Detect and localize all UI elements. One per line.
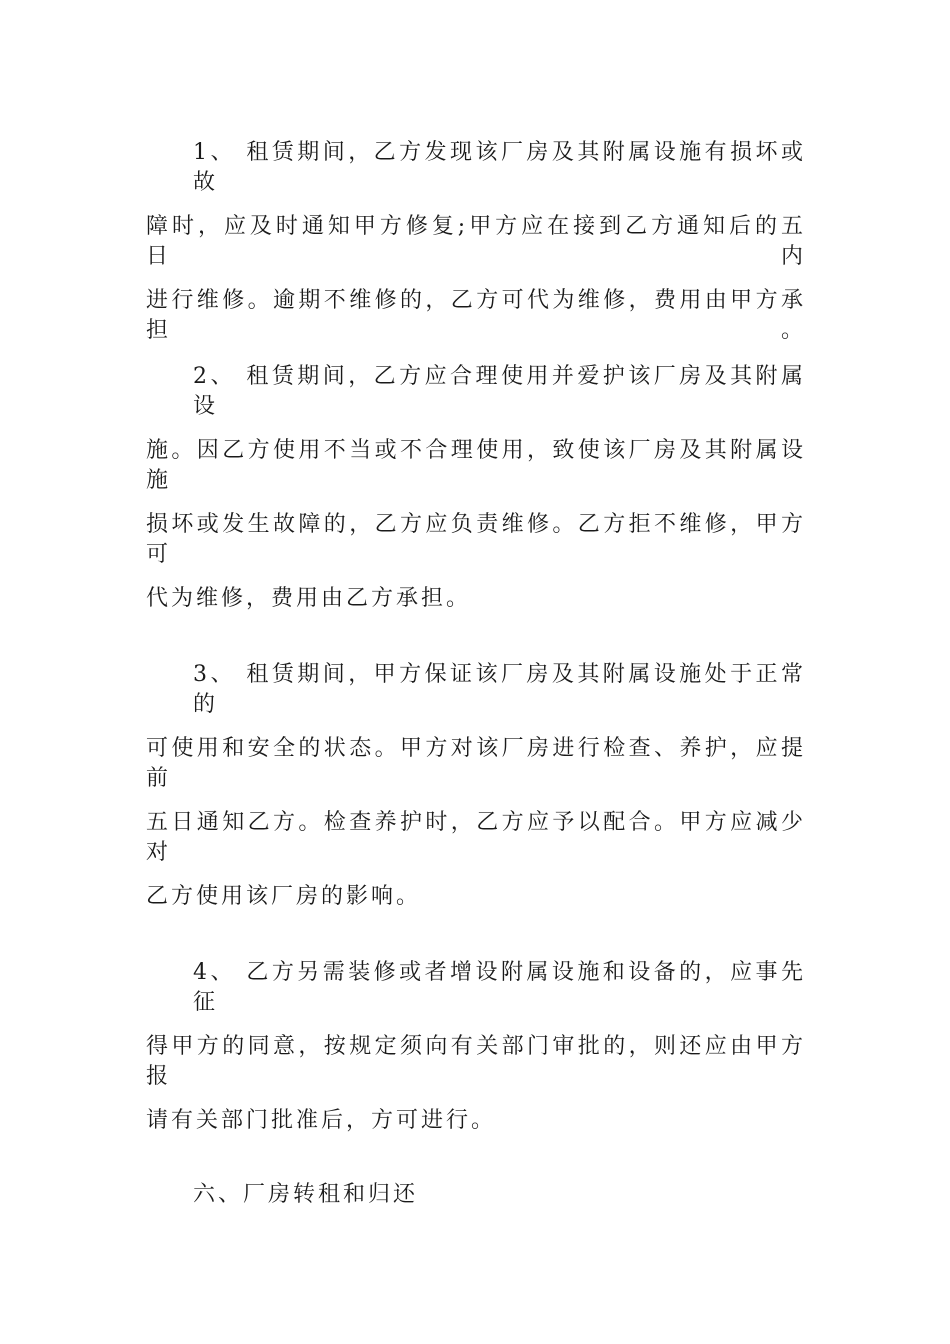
- clause-3-line-1: 3、 租赁期间，甲方保证该厂房及其附属设施处于正常的: [193, 662, 806, 717]
- clause-3-line-2: 可使用和安全的状态。甲方对该厂房进行检查、养护，应提前: [146, 736, 806, 791]
- clause-4-line-2: 得甲方的同意，按规定须向有关部门审批的，则还应由甲方报: [146, 1034, 806, 1089]
- clause-2-line-3: 损坏或发生故障的，乙方应负责维修。乙方拒不维修，甲方可: [146, 512, 806, 567]
- clause-3-line-4: 乙方使用该厂房的影响。: [146, 884, 422, 909]
- clause-2-line-2: 施。因乙方使用不当或不合理使用，致使该厂房及其附属设施: [146, 438, 806, 493]
- clause-2-line-4: 代为维修，费用由乙方承担。: [146, 586, 472, 611]
- clause-1-line-2: 障时，应及时通知甲方修复;甲方应在接到乙方通知后的五日内: [146, 214, 806, 269]
- clause-1-line-1: 1、 租赁期间，乙方发现该厂房及其附属设施有损坏或故: [193, 140, 806, 195]
- clause-4-line-3: 请有关部门批准后，方可进行。: [146, 1108, 497, 1133]
- clause-3-line-3: 五日通知乙方。检查养护时，乙方应予以配合。甲方应减少对: [146, 810, 806, 865]
- clause-1-line-3: 进行维修。逾期不维修的，乙方可代为维修，费用由甲方承担。: [146, 288, 806, 343]
- section-heading: 六、厂房转租和归还: [193, 1182, 419, 1207]
- clause-2-line-1: 2、 租赁期间，乙方应合理使用并爱护该厂房及其附属设: [193, 364, 806, 419]
- clause-4-line-1: 4、 乙方另需装修或者增设附属设施和设备的，应事先征: [193, 960, 806, 1015]
